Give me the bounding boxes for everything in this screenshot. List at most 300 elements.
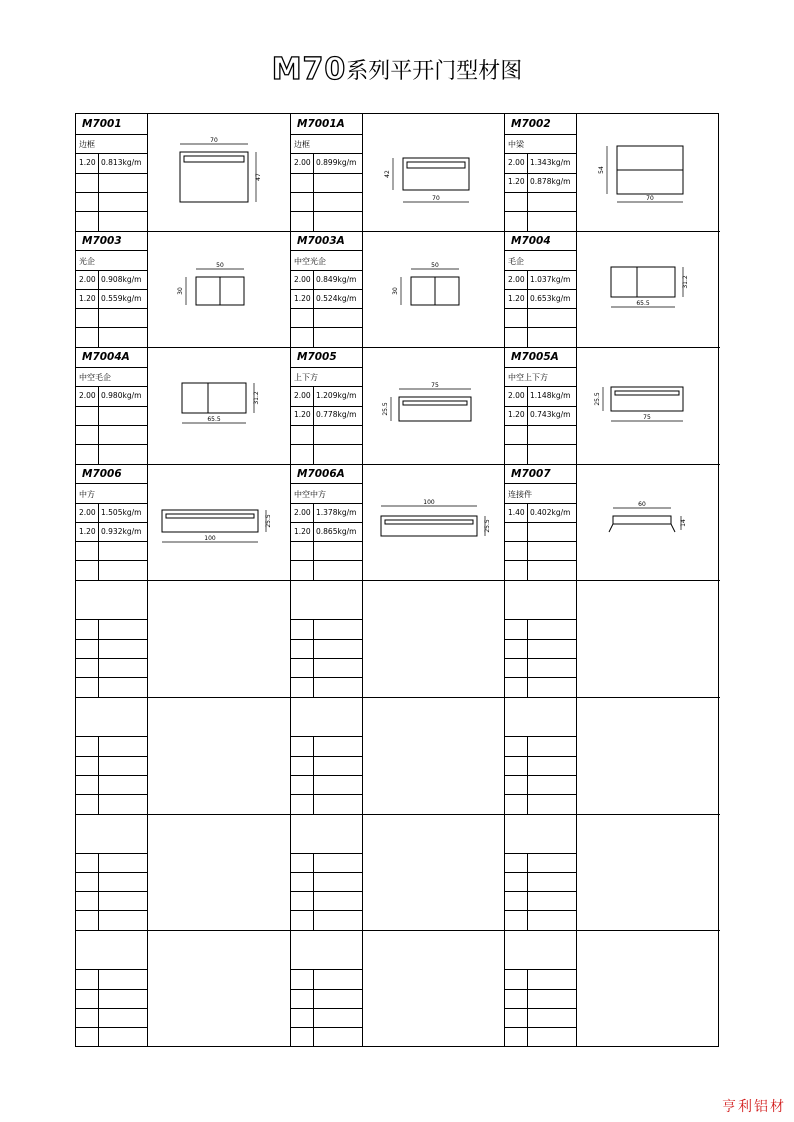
info-line xyxy=(76,483,148,484)
unit-weight: 0.899kg/m xyxy=(316,158,357,167)
unit-weight: 1.148kg/m xyxy=(530,391,571,401)
info-line xyxy=(76,1027,148,1028)
info-line xyxy=(505,289,577,290)
info-column-divider xyxy=(313,969,314,1047)
profile-info-m7006a xyxy=(291,464,363,581)
info-line xyxy=(76,756,148,757)
info-line xyxy=(291,444,363,445)
info-line xyxy=(291,425,363,426)
profile-drawing-m7006a xyxy=(363,464,505,581)
dimension-label: 75 xyxy=(643,414,651,422)
dimension-label: 100 xyxy=(204,534,216,542)
dimension-label: 65.5 xyxy=(636,299,650,307)
info-line xyxy=(505,891,577,892)
profile-name: 连接件 xyxy=(508,489,532,499)
info-column-divider xyxy=(527,503,528,581)
info-column-divider xyxy=(98,736,99,814)
profile-drawing-m7002 xyxy=(577,114,720,231)
dimension-label: 47 xyxy=(254,173,262,181)
info-line xyxy=(76,134,148,135)
empty-drawing-cell xyxy=(148,930,291,1047)
profile-outline xyxy=(180,152,248,202)
info-line xyxy=(76,270,148,271)
dimension-label: 30 xyxy=(392,286,400,295)
empty-drawing-cell xyxy=(363,930,505,1047)
profile-code: M7001A xyxy=(297,118,345,130)
info-line xyxy=(291,619,363,620)
profile-info-m7001a xyxy=(291,114,363,231)
info-line xyxy=(505,211,577,212)
info-line xyxy=(505,406,577,407)
profile-name: 中空中方 xyxy=(294,489,326,499)
title-text: 系列平开门型材图 xyxy=(346,59,523,84)
dimension-label: 70 xyxy=(210,136,218,144)
info-line xyxy=(505,250,577,251)
empty-drawing-cell xyxy=(577,697,720,814)
profile-drawing-m7005a xyxy=(577,347,720,464)
dimension-label: 25.5 xyxy=(594,392,602,406)
dimension-label: 75 xyxy=(431,382,439,390)
dimension-label: 31.2 xyxy=(252,391,260,405)
info-line xyxy=(76,308,148,309)
profile-name: 边框 xyxy=(294,140,310,149)
info-line xyxy=(505,327,577,328)
empty-info-cell xyxy=(505,930,577,1047)
unit-weight: 1.378kg/m xyxy=(316,507,357,517)
info-line xyxy=(291,522,363,523)
info-line xyxy=(291,327,363,328)
info-line xyxy=(291,211,363,212)
dimension-label: 65.5 xyxy=(207,416,221,424)
profile-name: 中梁 xyxy=(508,140,524,149)
profile-code: M7005 xyxy=(297,351,337,364)
profile-code: M7002 xyxy=(511,118,551,130)
wall-thickness: 1.20 xyxy=(294,293,311,303)
unit-weight: 0.524kg/m xyxy=(316,293,357,303)
info-line xyxy=(505,736,577,737)
info-column-divider xyxy=(98,386,99,464)
profile-sketch xyxy=(577,231,720,348)
info-column-divider xyxy=(527,853,528,931)
unit-weight: 0.849kg/m xyxy=(316,274,357,284)
info-line xyxy=(505,444,577,445)
info-line xyxy=(505,872,577,873)
info-column-divider xyxy=(98,270,99,348)
wall-thickness: 1.40 xyxy=(508,507,525,517)
info-line xyxy=(505,639,577,640)
info-line xyxy=(76,619,148,620)
dimension-label: 50 xyxy=(216,261,224,269)
info-line xyxy=(291,173,363,174)
unit-weight: 1.343kg/m xyxy=(530,158,571,167)
profile-name: 上下方 xyxy=(294,373,318,383)
info-line xyxy=(505,658,577,659)
profile-outline xyxy=(162,510,258,532)
wall-thickness: 2.00 xyxy=(294,391,311,401)
empty-info-cell xyxy=(76,930,148,1047)
profile-code: M7003A xyxy=(297,234,345,247)
info-line xyxy=(76,444,148,445)
dimension-label: 31.2 xyxy=(681,274,689,289)
profile-name: 中空毛企 xyxy=(79,373,111,383)
unit-weight: 1.209kg/m xyxy=(316,391,357,401)
info-line xyxy=(76,367,148,368)
profile-info-m7007 xyxy=(505,464,577,581)
profile-sketch xyxy=(148,231,291,348)
unit-weight: 0.980kg/m xyxy=(101,391,142,401)
info-line xyxy=(76,250,148,251)
profile-outline xyxy=(182,383,246,413)
info-line xyxy=(505,560,577,561)
info-line xyxy=(505,503,577,504)
profile-sketch xyxy=(577,347,720,464)
profile-drawing-m7003 xyxy=(148,231,291,348)
profile-outline xyxy=(611,267,675,297)
unit-weight: 0.653kg/m xyxy=(530,293,571,303)
info-column-divider xyxy=(313,503,314,581)
info-line xyxy=(76,327,148,328)
wall-thickness: 2.00 xyxy=(508,158,525,167)
info-line xyxy=(291,658,363,659)
empty-drawing-cell xyxy=(363,697,505,814)
profile-outline xyxy=(403,158,469,190)
info-column-divider xyxy=(98,853,99,931)
info-line xyxy=(291,1027,363,1028)
info-column-divider xyxy=(313,153,314,231)
profile-sketch xyxy=(577,114,720,231)
profile-drawing-m7001 xyxy=(148,114,291,231)
profile-code: M7007 xyxy=(511,467,551,480)
info-line xyxy=(291,853,363,854)
wall-thickness: 1.20 xyxy=(79,158,96,167)
empty-info-cell xyxy=(505,580,577,697)
info-column-divider xyxy=(313,386,314,464)
profile-code: M7005A xyxy=(511,351,559,364)
empty-drawing-cell xyxy=(148,580,291,697)
wall-thickness: 1.20 xyxy=(508,293,525,303)
info-line xyxy=(291,503,363,504)
unit-weight: 1.505kg/m xyxy=(101,507,142,517)
info-line xyxy=(76,872,148,873)
info-line xyxy=(505,794,577,795)
wall-thickness: 1.20 xyxy=(508,410,525,420)
info-line xyxy=(291,560,363,561)
info-line xyxy=(76,853,148,854)
empty-info-cell xyxy=(291,930,363,1047)
info-line xyxy=(291,872,363,873)
info-line xyxy=(291,367,363,368)
profile-table xyxy=(75,113,719,1047)
profile-outline xyxy=(385,520,473,524)
info-line xyxy=(291,639,363,640)
info-line xyxy=(76,658,148,659)
profile-outline xyxy=(166,514,254,518)
dimension-label: 30 xyxy=(177,286,185,295)
profile-sketch xyxy=(148,347,291,464)
info-column-divider xyxy=(527,270,528,348)
info-column-divider xyxy=(527,153,528,231)
info-line xyxy=(505,270,577,271)
info-line xyxy=(76,560,148,561)
info-line xyxy=(505,134,577,135)
wall-thickness: 2.00 xyxy=(79,507,96,517)
info-column-divider xyxy=(313,736,314,814)
info-column-divider xyxy=(527,736,528,814)
profile-info-m7005 xyxy=(291,347,363,464)
wall-thickness: 2.00 xyxy=(294,274,311,284)
info-line xyxy=(505,969,577,970)
dimension-label: 50 xyxy=(431,261,439,269)
profile-info-m7005a xyxy=(505,347,577,464)
info-line xyxy=(291,153,363,154)
info-line xyxy=(76,289,148,290)
empty-drawing-cell xyxy=(577,580,720,697)
info-line xyxy=(291,756,363,757)
dimension-label: 60 xyxy=(638,500,646,508)
info-line xyxy=(291,677,363,678)
dimension-line xyxy=(609,524,613,532)
empty-info-cell xyxy=(291,580,363,697)
profile-sketch xyxy=(363,347,505,464)
profile-code: M7006A xyxy=(297,467,345,480)
profile-info-m7001 xyxy=(76,114,148,231)
profile-drawing-m7007 xyxy=(577,464,720,581)
info-line xyxy=(291,989,363,990)
profile-sketch xyxy=(363,231,505,348)
profile-info-m7003a xyxy=(291,231,363,348)
info-line xyxy=(76,794,148,795)
profile-info-m7003 xyxy=(76,231,148,348)
info-line xyxy=(76,639,148,640)
unit-weight: 0.402kg/m xyxy=(530,507,571,517)
info-line xyxy=(76,522,148,523)
info-line xyxy=(291,736,363,737)
info-line xyxy=(291,192,363,193)
profile-outline xyxy=(403,401,467,405)
info-line xyxy=(505,619,577,620)
profile-code: M7001 xyxy=(82,118,122,130)
wall-thickness: 2.00 xyxy=(294,158,311,167)
empty-info-cell xyxy=(505,814,577,931)
info-line xyxy=(291,406,363,407)
dimension-label: 54 xyxy=(598,166,606,174)
profile-name: 毛企 xyxy=(508,256,524,266)
profile-drawing-m7001a xyxy=(363,114,505,231)
info-line xyxy=(76,503,148,504)
unit-weight: 0.865kg/m xyxy=(316,526,357,536)
info-column-divider xyxy=(98,503,99,581)
info-line xyxy=(76,775,148,776)
profile-name: 边框 xyxy=(79,140,95,149)
wall-thickness: 2.00 xyxy=(79,391,96,401)
empty-drawing-cell xyxy=(148,697,291,814)
info-line xyxy=(505,910,577,911)
profile-name: 光企 xyxy=(79,256,95,266)
info-column-divider xyxy=(527,619,528,697)
profile-sketch xyxy=(363,114,505,231)
wall-thickness: 1.20 xyxy=(79,526,96,536)
info-line xyxy=(505,775,577,776)
wall-thickness: 2.00 xyxy=(508,274,525,284)
info-line xyxy=(76,541,148,542)
info-line xyxy=(505,989,577,990)
empty-info-cell xyxy=(76,814,148,931)
info-line xyxy=(76,1008,148,1009)
info-line xyxy=(76,891,148,892)
empty-info-cell xyxy=(291,814,363,931)
unit-weight: 0.813kg/m xyxy=(101,158,142,167)
info-line xyxy=(76,211,148,212)
profile-outline xyxy=(615,391,679,395)
empty-drawing-cell xyxy=(363,580,505,697)
dimension-label: 70 xyxy=(646,194,654,202)
info-column-divider xyxy=(527,386,528,464)
profile-name: 中空光企 xyxy=(294,256,326,266)
profile-sketch xyxy=(148,464,291,581)
profile-code: M7003 xyxy=(82,234,122,247)
unit-weight: 0.743kg/m xyxy=(530,410,571,420)
empty-info-cell xyxy=(76,697,148,814)
dimension-label: 25.5 xyxy=(483,519,491,533)
info-line xyxy=(76,969,148,970)
info-line xyxy=(505,1008,577,1009)
empty-drawing-cell xyxy=(363,814,505,931)
wall-thickness: 1.20 xyxy=(508,177,525,186)
unit-weight: 0.559kg/m xyxy=(101,293,142,303)
profile-code: M7004 xyxy=(511,234,551,247)
info-line xyxy=(76,989,148,990)
profile-info-m7002 xyxy=(505,114,577,231)
info-line xyxy=(291,969,363,970)
unit-weight: 0.778kg/m xyxy=(316,410,357,420)
info-line xyxy=(76,386,148,387)
dimension-label: 25.5 xyxy=(382,402,390,416)
info-line xyxy=(76,910,148,911)
unit-weight: 0.878kg/m xyxy=(530,177,571,186)
dimension-label: 100 xyxy=(423,498,435,506)
info-line xyxy=(291,308,363,309)
info-line xyxy=(76,406,148,407)
watermark: 亨利铝材 xyxy=(722,1099,786,1115)
info-line xyxy=(291,250,363,251)
profile-code: M7004A xyxy=(82,351,130,364)
dimension-label: 14 xyxy=(679,518,687,527)
profile-sketch xyxy=(148,114,291,231)
profile-outline xyxy=(184,156,244,162)
empty-drawing-cell xyxy=(148,814,291,931)
info-line xyxy=(76,677,148,678)
info-column-divider xyxy=(98,153,99,231)
profile-name: 中空上下方 xyxy=(508,373,548,383)
info-line xyxy=(505,308,577,309)
info-column-divider xyxy=(98,969,99,1047)
wall-thickness: 2.00 xyxy=(294,507,311,517)
info-line xyxy=(291,775,363,776)
info-line xyxy=(505,677,577,678)
info-line xyxy=(291,891,363,892)
info-line xyxy=(291,910,363,911)
profile-info-m7004 xyxy=(505,231,577,348)
page-title xyxy=(0,52,794,87)
info-line xyxy=(76,173,148,174)
info-line xyxy=(291,483,363,484)
info-line xyxy=(505,153,577,154)
info-line xyxy=(505,173,577,174)
dimension-label: 70 xyxy=(432,194,440,202)
unit-weight: 0.908kg/m xyxy=(101,274,142,284)
wall-thickness: 1.20 xyxy=(79,293,96,303)
info-line xyxy=(76,192,148,193)
info-column-divider xyxy=(313,619,314,697)
empty-drawing-cell xyxy=(577,930,720,1047)
info-column-divider xyxy=(527,969,528,1047)
profile-drawing-m7006 xyxy=(148,464,291,581)
info-line xyxy=(505,192,577,193)
profile-info-m7004a xyxy=(76,347,148,464)
info-line xyxy=(291,794,363,795)
info-line xyxy=(505,483,577,484)
wall-thickness: 2.00 xyxy=(79,274,96,284)
dimension-line xyxy=(671,524,675,532)
profile-drawing-m7005 xyxy=(363,347,505,464)
profile-name: 中方 xyxy=(79,489,95,499)
empty-info-cell xyxy=(76,580,148,697)
empty-info-cell xyxy=(291,697,363,814)
unit-weight: 1.037kg/m xyxy=(530,274,571,284)
info-column-divider xyxy=(98,619,99,697)
info-line xyxy=(505,541,577,542)
info-line xyxy=(291,386,363,387)
dimension-label: 25.5 xyxy=(264,514,272,528)
info-line xyxy=(505,367,577,368)
profile-drawing-m7004a xyxy=(148,347,291,464)
info-line xyxy=(505,522,577,523)
info-line xyxy=(505,425,577,426)
brand-logo-text: M70 xyxy=(271,52,347,87)
info-line xyxy=(505,756,577,757)
info-line xyxy=(76,736,148,737)
profile-outline xyxy=(381,516,477,536)
wall-thickness: 1.20 xyxy=(294,526,311,536)
info-column-divider xyxy=(313,270,314,348)
info-line xyxy=(505,1027,577,1028)
info-line xyxy=(505,853,577,854)
wall-thickness: 1.20 xyxy=(294,410,311,420)
profile-info-m7006 xyxy=(76,464,148,581)
profile-sketch xyxy=(577,464,720,581)
info-line xyxy=(291,270,363,271)
info-line xyxy=(76,153,148,154)
info-line xyxy=(291,289,363,290)
info-line xyxy=(76,425,148,426)
profile-drawing-m7004 xyxy=(577,231,720,348)
info-column-divider xyxy=(313,853,314,931)
info-line xyxy=(291,1008,363,1009)
dimension-label: 42 xyxy=(384,170,392,178)
profile-drawing-m7003a xyxy=(363,231,505,348)
profile-code: M7006 xyxy=(82,467,122,480)
wall-thickness: 2.00 xyxy=(508,391,525,401)
info-line xyxy=(291,541,363,542)
empty-info-cell xyxy=(505,697,577,814)
profile-sketch xyxy=(363,464,505,581)
profile-outline xyxy=(407,162,465,168)
profile-outline xyxy=(613,516,671,524)
info-line xyxy=(505,386,577,387)
empty-drawing-cell xyxy=(577,814,720,931)
info-line xyxy=(291,134,363,135)
unit-weight: 0.932kg/m xyxy=(101,526,142,536)
